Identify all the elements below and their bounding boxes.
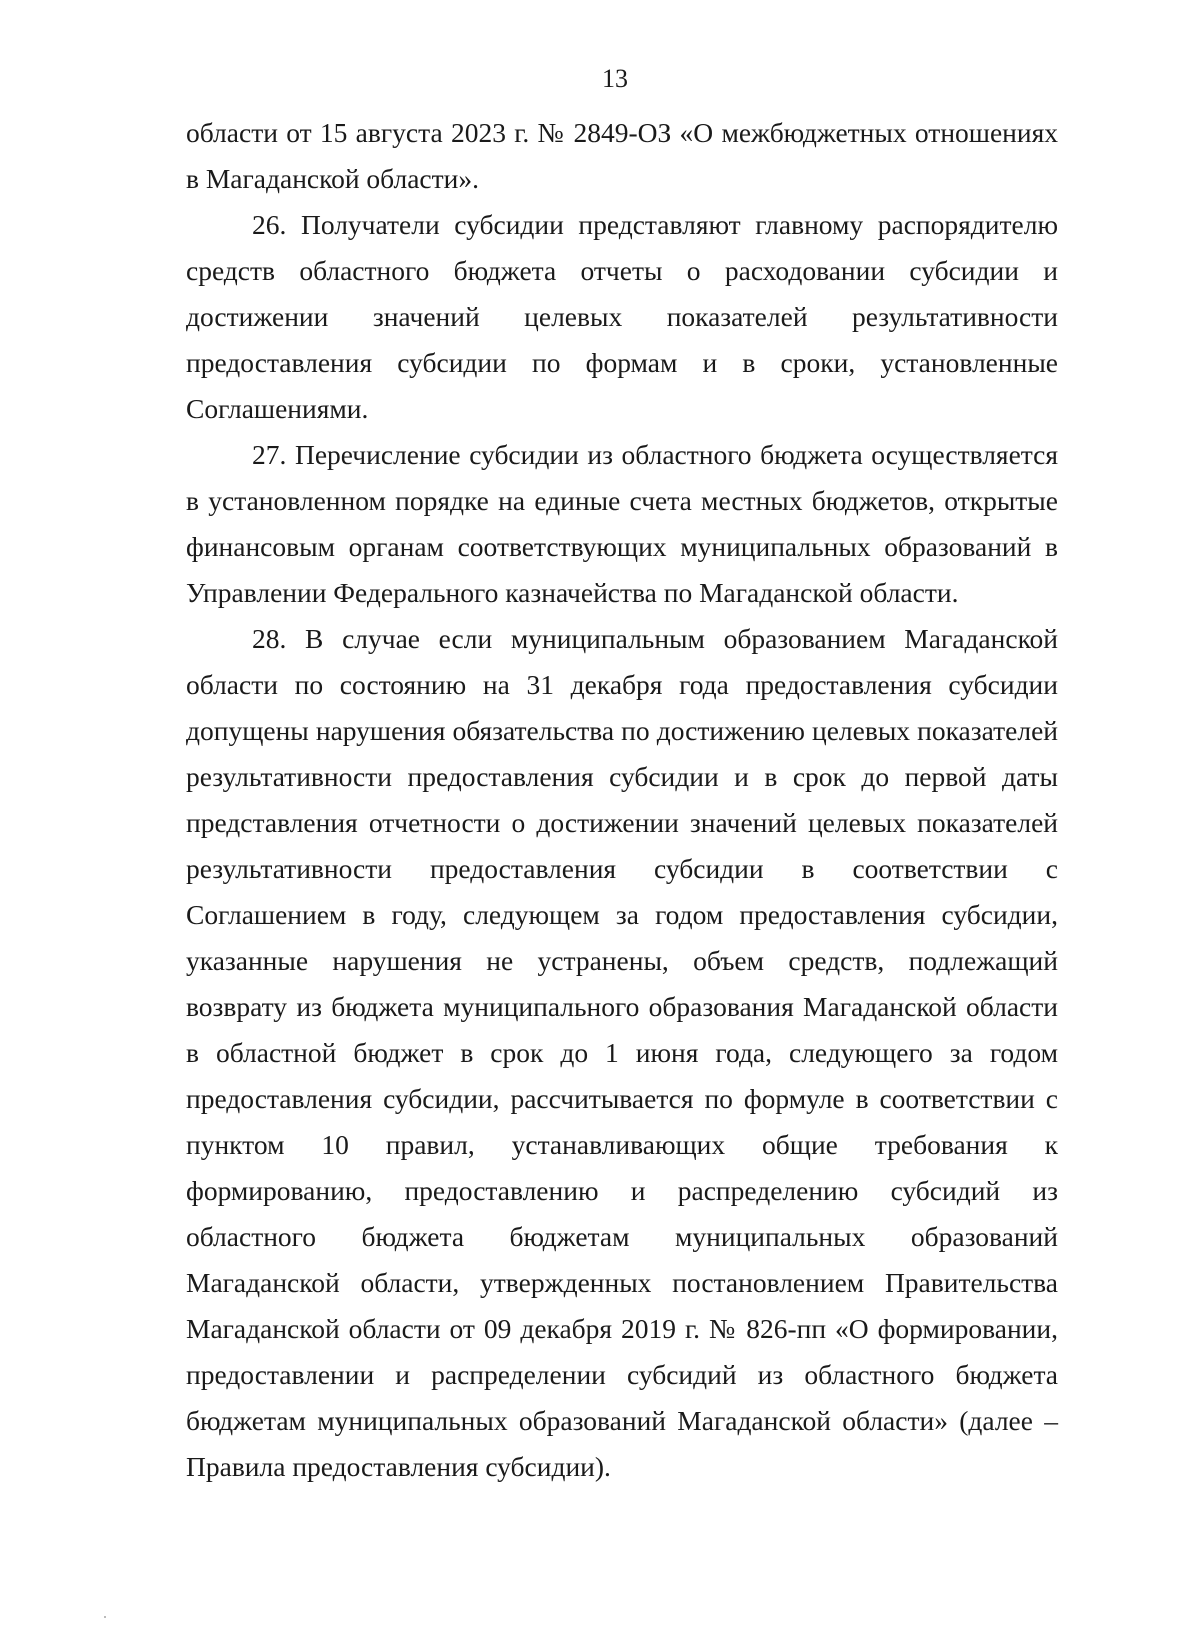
paragraph-item-27: 27. Перечисление субсидии из областного бюджета осуществляется в установленном порядке на единые счета местных бюджетов, открытые финансовым органам соответствующих муниципальных образований в Управлении Федерального казначейства по Магаданской области. [186, 439, 1058, 608]
page-number: 13 [602, 64, 628, 93]
scan-speck [104, 1616, 106, 1618]
paragraph-continuation: области от 15 августа 2023 г. № 2849-ОЗ «О межбюджетных отношениях в Магаданской области». [186, 117, 1058, 194]
paragraph-item-28: 28. В случае если муниципальным образованием Магаданской области по состоянию на 31 декабря года предоставления субсидии допущены нарушения обязательства по достижению целевых показателей результативности предоставления субсидии и в срок до первой даты представления отчетности о достижении значений целевых показателей результативности предоставления субсидии в соответствии с Соглашением в году, следующем за годом предоставления субсидии, указанные нарушения не устранены, объем средств, подлежащий возврату из бюджета муниципального образования Магаданской области в областной бюджет в срок до 1 июня года, следующего за годом предоставления субсидии, рассчитывается по формуле в соответствии с пунктом 10 правил, устанавливающих общие требования к формированию, предоставлению и распределению субсидий из областного бюджета бюджетам муниципальных образований Магаданской области, утвержденных постановлением Правительства Магаданской области от 09 декабря 2019 г. № 826-пп «О формировании, предоставлении и распределении субсидий из областного бюджета бюджетам муниципальных образований Магаданской области» (далее – Правила предоставления субсидии). [186, 623, 1058, 1482]
paragraph-item-26: 26. Получатели субсидии представляют главному распорядителю средств областного бюджета отчеты о расходовании субсидии и достижении значений целевых показателей результативности предоставления субсидии по формам и в сроки, установленные Соглашениями. [186, 209, 1058, 424]
document-body [186, 110, 1058, 1490]
